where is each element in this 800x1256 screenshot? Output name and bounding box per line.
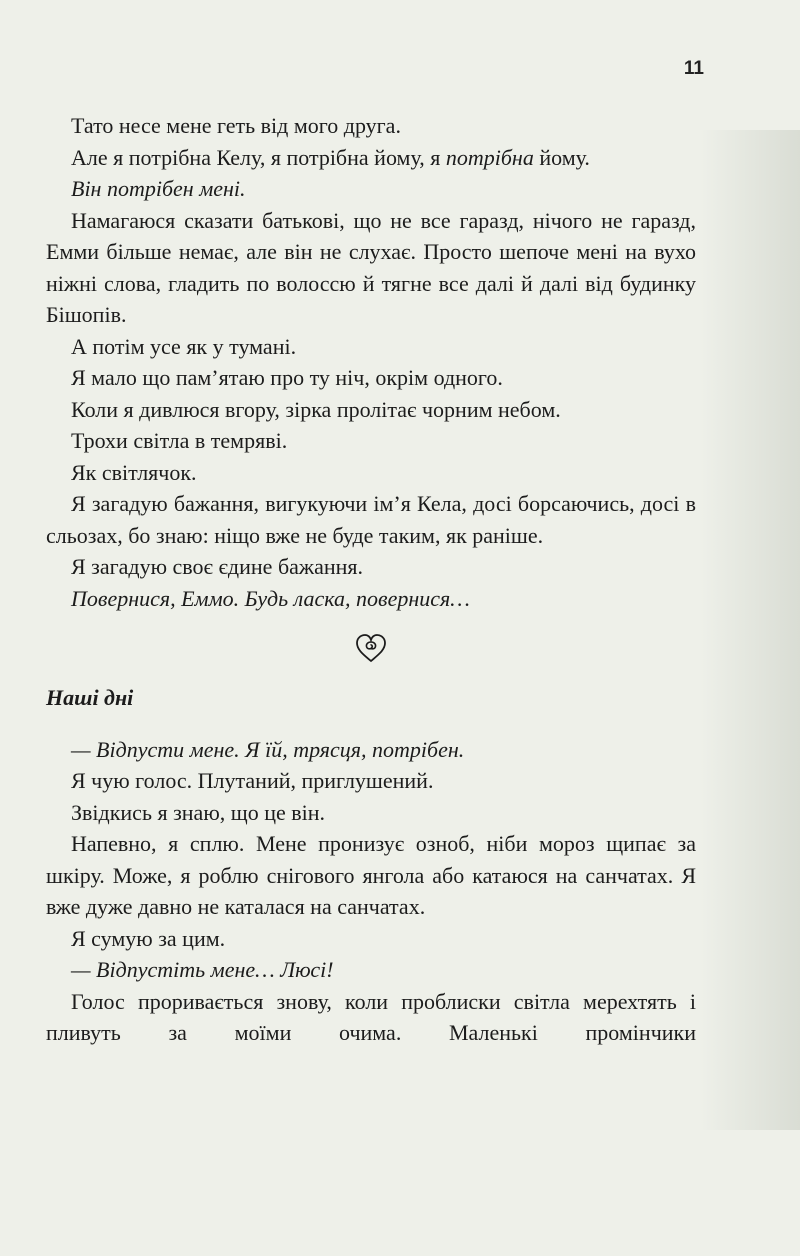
paragraph-italic: — Відпусти мене. Я їй, трясця, потрібен. <box>71 736 465 762</box>
paragraph: Коли я дивлюся вгору, зірка пролітає чорним небом. <box>71 396 561 422</box>
paragraph: Намагаюся сказати батькові, що не все гаразд, нічого не гаразд, Емми більше немає, але він не слухає. Просто шепоче мені на вухо ніжні слова, гладить по волоссю й тягне все далі й далі від будинку Бішопів. <box>46 207 696 327</box>
paragraph: Я чую голос. Плутаний, приглушений. <box>71 768 434 793</box>
paragraph: Звідкись я знаю, що це він. <box>71 799 326 825</box>
facing-page-shadow <box>700 130 800 1130</box>
paragraph: Але я потрібна Келу, я потрібна йому, я потрібна йому. <box>71 144 590 170</box>
emphasis: потрібна <box>445 144 534 170</box>
paragraph: Я загадую бажання, вигукуючи ім’я Кела, досі борсаючись, досі в сльозах, бо знаю: ніщо вже не буде таким, як раніше. <box>46 491 696 548</box>
paragraph: Тато несе мене геть від мого друга. <box>71 113 401 138</box>
paragraph: А потім усе як у тумані. <box>71 333 297 359</box>
paragraph: Я сумую за цим. <box>71 925 226 951</box>
paragraph: Я мало що пам’ятаю про ту ніч, окрім одного. <box>71 365 503 390</box>
paragraph-italic: Він потрібен мені. <box>71 176 246 201</box>
paragraph: Трохи світла в темряві. <box>71 428 288 453</box>
heart-swirl-ornament-icon <box>46 634 696 664</box>
page-body <box>46 110 696 1049</box>
section-heading: Наші дні <box>46 685 134 710</box>
paragraph: Як світлячок. <box>71 459 197 485</box>
paragraph: Я загадую своє єдине бажання. <box>71 554 364 579</box>
page-number: 11 <box>683 58 704 79</box>
paragraph: Напевно, я сплю. Мене пронизує озноб, ніби мороз щипає за шкіру. Може, я роблю снігового янгола або катаюся на санчатах. Я вже дуже давно не каталася на санчатах. <box>46 831 696 919</box>
paragraph-italic: — Відпустіть мене… Люсі! <box>71 957 334 982</box>
paragraph-italic: Повернися, Еммо. Будь ласка, повернися… <box>71 585 470 611</box>
paragraph: Голос проривається знову, коли проблиски світла мерехтять і пливуть за моїми очима. Маленькі промінчики <box>46 988 696 1045</box>
